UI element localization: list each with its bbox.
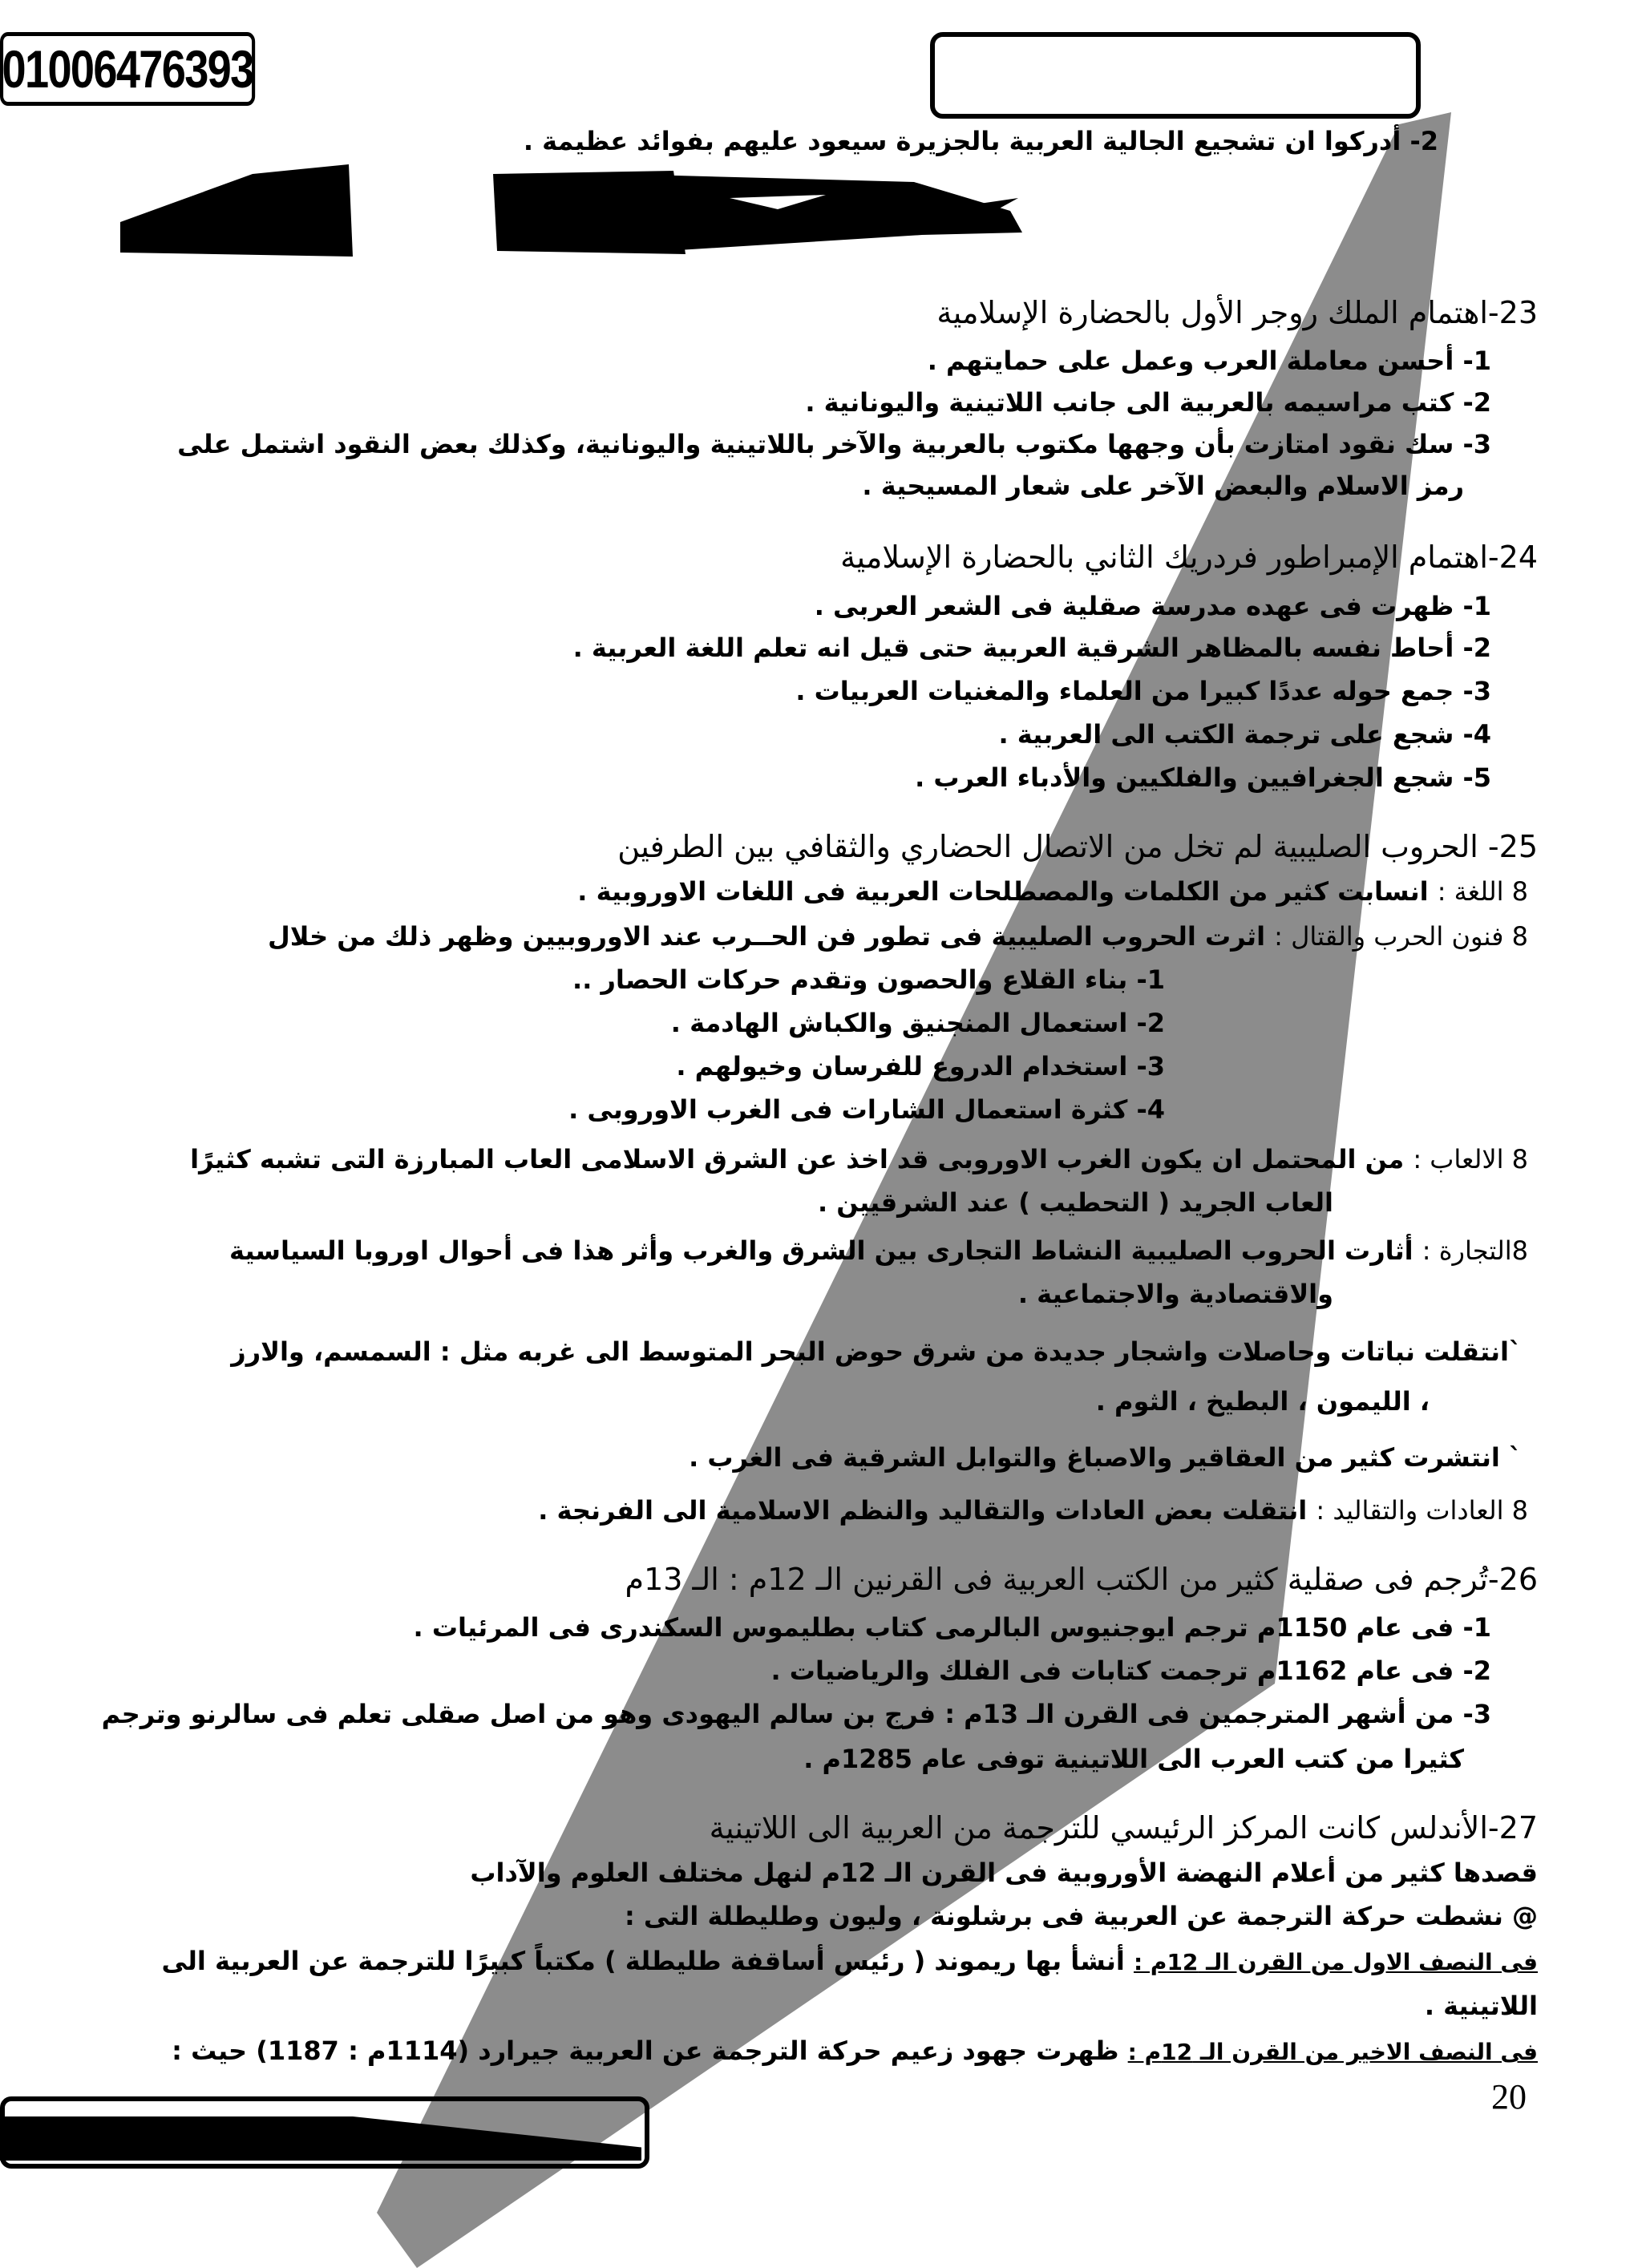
trade-line-cont: والاقتصادية والاجتماعية .	[1017, 1279, 1333, 1309]
phone-number-box	[0, 32, 255, 106]
trade-tag: 8التجارة :	[1422, 1235, 1528, 1266]
first-half-line	[162, 1940, 1538, 1983]
lang-line	[577, 871, 1528, 912]
games-line-cont: العاب الجريد ( التحطيب ) عند الشرقيين .	[817, 1187, 1333, 1218]
item-24-4: 4- شجع على ترجمة الكتب الى العربية .	[998, 719, 1491, 750]
war-item-1: 1- بناء القلاع والحصون وتقدم حركات الحصار ..	[572, 964, 1165, 995]
item-24-3: 3- جمع حوله عددًا كبيرا من العلماء والمغنيات العربيات .	[795, 676, 1491, 706]
trade-text: أثارت الحروب الصليبية النشاط التجارى بين الشرق والغرب وأثر هذا فى أحوال اوروبا السياسية	[229, 1235, 1413, 1266]
item-26-1: 1- فى عام 1150م ترجم ايوجنيوس البالرمى كتاب بطليموس السكندرى فى المرئيات .	[413, 1612, 1491, 1643]
customs-text: انتقلت بعض العادات والتقاليد والنظم الاسلامية الى الفرنجة .	[538, 1495, 1308, 1526]
customs-line	[538, 1490, 1528, 1531]
item-26-3-cont: كثيرا من كتب العرب الى اللاتينية توفى عام 1285م .	[803, 1744, 1464, 1774]
item-27-2: @ نشطت حركة الترجمة عن العربية فى برشلونة ، وليون وطليطلة التى :	[624, 1901, 1538, 1931]
item-27-1: قصدها كثير من أعلام النهضة الأوروبية فى القرن الـ 12م لنهل مختلف العلوم والآداب	[470, 1858, 1538, 1888]
line-intro: 2- أدركوا ان تشجيع الجالية العربية بالجزيرة سيعود عليهم بفوائد عظيمة .	[523, 126, 1438, 156]
plants-line: `انتقلت نباتات وحاصلات واشجار جديدة من شرق حوض البحر المتوسط الى غربه مثل : السمسم، والارز	[231, 1336, 1522, 1367]
heading-24: 24-اهتمام الإمبراطور فردريك الثاني بالحضارة الإسلامية	[840, 540, 1538, 575]
last-half-tag: فى النصف الاخير من القرن الـ 12م :	[1127, 2039, 1538, 2065]
heading-23: 23-اهتمام الملك روجر الأول بالحضارة الإسلامية	[936, 295, 1538, 330]
first-half-line-cont: اللاتينية .	[1424, 1991, 1538, 2021]
last-half-line	[172, 2030, 1538, 2073]
item-23-2: 2- كتب مراسيمه بالعربية الى جانب اللاتينية واليونانية .	[805, 387, 1491, 418]
item-24-2: 2- أحاط نفسه بالمظاهر الشرقية العربية حتى قيل انه تعلم اللغة العربية .	[572, 633, 1491, 663]
heading-26: 26-تُرجم فى صقلية كثير من الكتب العربية فى القرنين الـ 12م : الـ 13م	[625, 1562, 1538, 1597]
war-tag: 8 فنون الحرب والقتال :	[1274, 921, 1528, 952]
header-empty-box	[930, 32, 1421, 119]
games-line	[190, 1138, 1528, 1180]
item-23-1: 1- أحسن معاملة العرب وعمل على حمايتهم .	[927, 346, 1491, 376]
item-24-1: 1- ظهرت فى عهده مدرسة صقلية فى الشعر العربى .	[814, 591, 1491, 621]
trade-line	[229, 1230, 1528, 1271]
spices-line: ` انتشرت كثير من العقاقير والاصباغ والتوابل الشرقية فى الغرب .	[689, 1442, 1522, 1473]
page-number: 20	[1491, 2077, 1527, 2116]
heading-27: 27-الأندلس كانت المركز الرئيسي للترجمة من العربية الى اللاتينية	[709, 1810, 1538, 1846]
lang-text: انسابت كثير من الكلمات والمصطلحات العربية فى اللغات الاوروبية .	[577, 876, 1429, 907]
first-half-text: أنشأ بها ريموند ( رئيس أساقفة طليطلة ) مكتباً كبيرًا للترجمة عن العربية الى	[161, 1946, 1125, 1976]
item-23-3-cont: رمز الاسلام والبعض الآخر على شعار المسيحية .	[862, 471, 1464, 501]
item-26-2: 2- فى عام 1162م ترجمت كتابات فى الفلك والرياضيات .	[770, 1656, 1491, 1686]
header-logo-shapes	[120, 164, 1026, 257]
item-23-3: 3- سك نقود امتازت بأن وجهها مكتوب بالعربية والآخر باللاتينية واليونانية، وكذلك بعض النقود اشتمل على	[177, 429, 1491, 459]
phone-number: 01006476393	[2, 39, 253, 99]
war-item-2: 2- استعمال المنجنيق والكباش الهادمة .	[670, 1008, 1165, 1038]
war-item-4: 4- كثرة استعمال الشارات فى الغرب الاوروبى .	[568, 1094, 1165, 1125]
customs-tag: 8 العادات والتقاليد :	[1316, 1495, 1528, 1526]
war-text: اثرت الحروب الصليبية فى تطور فن الحــرب عند الاوروبيين وظهر ذلك من خلال	[268, 921, 1266, 952]
plants-line-cont: ، الليمون ، البطيخ ، الثوم .	[1095, 1386, 1430, 1417]
war-item-3: 3- استخدام الدروع للفرسان وخيولهم .	[676, 1051, 1165, 1081]
item-24-5: 5- شجع الجغرافيين والفلكيين والأدباء العرب .	[915, 762, 1491, 793]
first-half-tag: فى النصف الاول من القرن الـ 12م :	[1133, 1949, 1538, 1975]
lang-tag: 8 اللغة :	[1437, 876, 1528, 907]
war-line	[268, 916, 1528, 957]
games-text: من المحتمل ان يكون الغرب الاوروبى قد اخذ عن الشرق الاسلامى العاب المبارزة التى تشبه كثيرًا	[190, 1144, 1405, 1174]
games-tag: 8 الالعاب :	[1413, 1144, 1528, 1174]
item-26-3: 3- من أشهر المترجمين فى القرن الـ 13م : فرج بن سالم اليهودى وهو من اصل صقلى تعلم فى سالرنو وترجم	[101, 1699, 1491, 1729]
last-half-text: ظهرت جهود زعيم حركة الترجمة عن العربية جيرارد (1114م : 1187) حيث :	[172, 2036, 1119, 2066]
heading-25: 25- الحروب الصليبية لم تخل من الاتصال الحضاري والثقافي بين الطرفين	[617, 829, 1538, 864]
